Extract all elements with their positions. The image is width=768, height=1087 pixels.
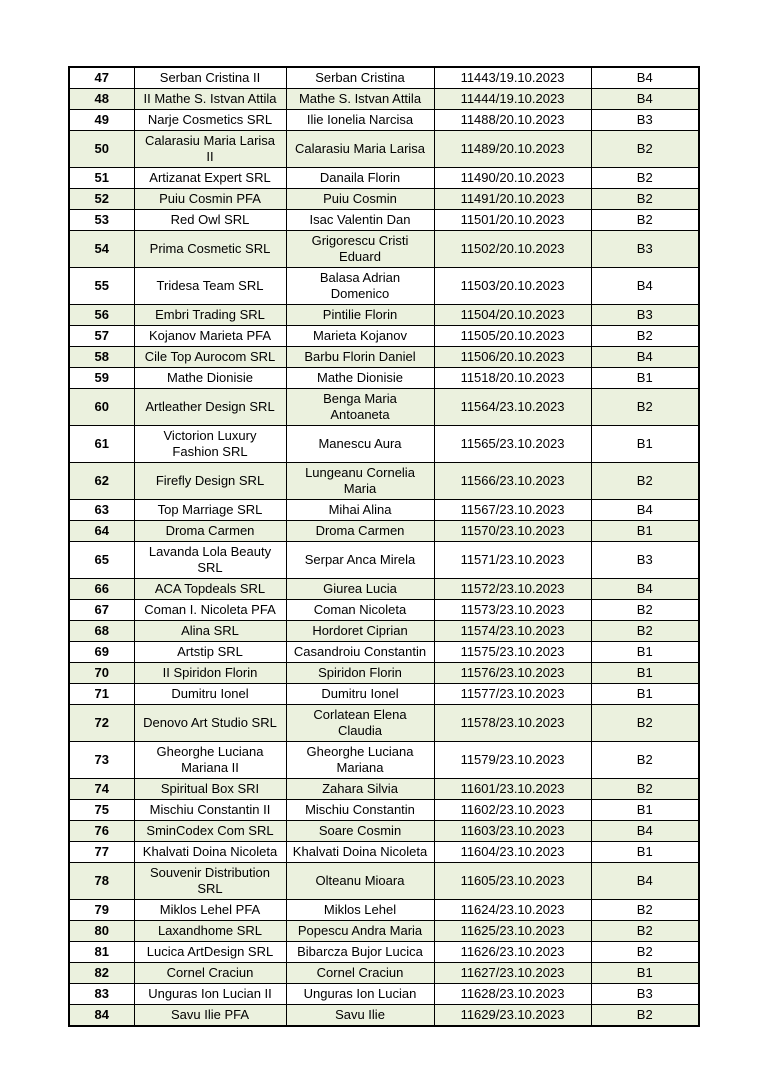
cell-registration-number: 11574/23.10.2023 (434, 621, 591, 642)
cell-registration-number: 11491/20.10.2023 (434, 189, 591, 210)
cell-person-name: Balasa Adrian Domenico (286, 268, 434, 305)
cell-company-name: Coman I. Nicoleta PFA (134, 600, 286, 621)
cell-company-name: Puiu Cosmin PFA (134, 189, 286, 210)
cell-company-name: Artizanat Expert SRL (134, 168, 286, 189)
cell-row-number: 59 (69, 368, 134, 389)
cell-registration-number: 11444/19.10.2023 (434, 89, 591, 110)
cell-registration-number: 11566/23.10.2023 (434, 463, 591, 500)
table-row (69, 942, 699, 963)
table-row (69, 168, 699, 189)
table-row (69, 1005, 699, 1027)
cell-category-code: B1 (591, 521, 699, 542)
cell-row-number: 67 (69, 600, 134, 621)
cell-registration-number: 11578/23.10.2023 (434, 705, 591, 742)
cell-row-number: 48 (69, 89, 134, 110)
cell-company-name: Mathe Dionisie (134, 368, 286, 389)
cell-category-code: B2 (591, 621, 699, 642)
cell-category-code: B3 (591, 984, 699, 1005)
cell-company-name: Tridesa Team SRL (134, 268, 286, 305)
cell-category-code: B2 (591, 921, 699, 942)
cell-registration-number: 11488/20.10.2023 (434, 110, 591, 131)
cell-registration-number: 11504/20.10.2023 (434, 305, 591, 326)
cell-row-number: 53 (69, 210, 134, 231)
table-row (69, 305, 699, 326)
table-row (69, 67, 699, 89)
cell-company-name: II Mathe S. Istvan Attila (134, 89, 286, 110)
cell-person-name: Dumitru Ionel (286, 684, 434, 705)
table-row (69, 110, 699, 131)
cell-category-code: B2 (591, 705, 699, 742)
cell-row-number: 49 (69, 110, 134, 131)
cell-registration-number: 11625/23.10.2023 (434, 921, 591, 942)
cell-person-name: Unguras Ion Lucian (286, 984, 434, 1005)
cell-category-code: B2 (591, 742, 699, 779)
cell-category-code: B1 (591, 684, 699, 705)
cell-row-number: 80 (69, 921, 134, 942)
cell-company-name: Laxandhome SRL (134, 921, 286, 942)
table-row (69, 963, 699, 984)
cell-category-code: B4 (591, 268, 699, 305)
cell-row-number: 65 (69, 542, 134, 579)
cell-person-name: Mihai Alina (286, 500, 434, 521)
table-row (69, 842, 699, 863)
cell-company-name: Top Marriage SRL (134, 500, 286, 521)
cell-person-name: Pintilie Florin (286, 305, 434, 326)
cell-company-name: Calarasiu Maria Larisa II (134, 131, 286, 168)
cell-registration-number: 11565/23.10.2023 (434, 426, 591, 463)
table-row (69, 684, 699, 705)
table-row (69, 500, 699, 521)
cell-row-number: 83 (69, 984, 134, 1005)
cell-category-code: B2 (591, 900, 699, 921)
cell-category-code: B1 (591, 800, 699, 821)
cell-row-number: 70 (69, 663, 134, 684)
cell-company-name: Gheorghe Luciana Mariana II (134, 742, 286, 779)
cell-person-name: Zahara Silvia (286, 779, 434, 800)
cell-registration-number: 11605/23.10.2023 (434, 863, 591, 900)
cell-person-name: Gheorghe Luciana Mariana (286, 742, 434, 779)
cell-person-name: Casandroiu Constantin (286, 642, 434, 663)
cell-person-name: Marieta Kojanov (286, 326, 434, 347)
table-row (69, 621, 699, 642)
cell-company-name: Khalvati Doina Nicoleta (134, 842, 286, 863)
table-row (69, 463, 699, 500)
cell-category-code: B3 (591, 305, 699, 326)
cell-company-name: Spiritual Box SRI (134, 779, 286, 800)
cell-row-number: 63 (69, 500, 134, 521)
cell-registration-number: 11503/20.10.2023 (434, 268, 591, 305)
cell-category-code: B2 (591, 168, 699, 189)
cell-company-name: Cornel Craciun (134, 963, 286, 984)
cell-person-name: Manescu Aura (286, 426, 434, 463)
cell-category-code: B4 (591, 579, 699, 600)
table-row (69, 347, 699, 368)
cell-company-name: Serban Cristina II (134, 67, 286, 89)
cell-row-number: 47 (69, 67, 134, 89)
cell-person-name: Miklos Lehel (286, 900, 434, 921)
cell-person-name: Savu Ilie (286, 1005, 434, 1027)
table-row (69, 368, 699, 389)
table-row (69, 642, 699, 663)
cell-registration-number: 11570/23.10.2023 (434, 521, 591, 542)
cell-registration-number: 11567/23.10.2023 (434, 500, 591, 521)
cell-company-name: Prima Cosmetic SRL (134, 231, 286, 268)
cell-company-name: Narje Cosmetics SRL (134, 110, 286, 131)
cell-person-name: Serpar Anca Mirela (286, 542, 434, 579)
cell-registration-number: 11576/23.10.2023 (434, 663, 591, 684)
cell-person-name: Puiu Cosmin (286, 189, 434, 210)
cell-row-number: 84 (69, 1005, 134, 1027)
cell-person-name: Calarasiu Maria Larisa (286, 131, 434, 168)
cell-category-code: B4 (591, 863, 699, 900)
cell-person-name: Khalvati Doina Nicoleta (286, 842, 434, 863)
cell-person-name: Coman Nicoleta (286, 600, 434, 621)
cell-person-name: Soare Cosmin (286, 821, 434, 842)
cell-registration-number: 11443/19.10.2023 (434, 67, 591, 89)
cell-person-name: Mischiu Constantin (286, 800, 434, 821)
cell-company-name: Artstip SRL (134, 642, 286, 663)
cell-company-name: Miklos Lehel PFA (134, 900, 286, 921)
cell-row-number: 81 (69, 942, 134, 963)
cell-registration-number: 11603/23.10.2023 (434, 821, 591, 842)
cell-company-name: Alina SRL (134, 621, 286, 642)
cell-category-code: B4 (591, 347, 699, 368)
cell-company-name: Savu Ilie PFA (134, 1005, 286, 1027)
cell-person-name: Popescu Andra Maria (286, 921, 434, 942)
cell-category-code: B2 (591, 600, 699, 621)
cell-registration-number: 11579/23.10.2023 (434, 742, 591, 779)
cell-category-code: B1 (591, 642, 699, 663)
table-row (69, 663, 699, 684)
cell-company-name: Lavanda Lola Beauty SRL (134, 542, 286, 579)
table-row (69, 742, 699, 779)
cell-person-name: Benga Maria Antoaneta (286, 389, 434, 426)
cell-person-name: Serban Cristina (286, 67, 434, 89)
cell-registration-number: 11502/20.10.2023 (434, 231, 591, 268)
cell-category-code: B2 (591, 942, 699, 963)
cell-person-name: Ilie Ionelia Narcisa (286, 110, 434, 131)
cell-row-number: 62 (69, 463, 134, 500)
cell-category-code: B3 (591, 231, 699, 268)
cell-row-number: 73 (69, 742, 134, 779)
cell-row-number: 79 (69, 900, 134, 921)
cell-company-name: ACA Topdeals SRL (134, 579, 286, 600)
cell-person-name: Giurea Lucia (286, 579, 434, 600)
table-row (69, 542, 699, 579)
cell-registration-number: 11629/23.10.2023 (434, 1005, 591, 1027)
table-row (69, 426, 699, 463)
table-row (69, 863, 699, 900)
cell-row-number: 71 (69, 684, 134, 705)
cell-registration-number: 11604/23.10.2023 (434, 842, 591, 863)
cell-company-name: II Spiridon Florin (134, 663, 286, 684)
cell-row-number: 56 (69, 305, 134, 326)
cell-category-code: B3 (591, 110, 699, 131)
cell-category-code: B2 (591, 326, 699, 347)
cell-row-number: 55 (69, 268, 134, 305)
cell-person-name: Barbu Florin Daniel (286, 347, 434, 368)
table-row (69, 779, 699, 800)
cell-row-number: 58 (69, 347, 134, 368)
table-row (69, 389, 699, 426)
cell-company-name: Kojanov Marieta PFA (134, 326, 286, 347)
cell-registration-number: 11490/20.10.2023 (434, 168, 591, 189)
cell-row-number: 82 (69, 963, 134, 984)
cell-category-code: B2 (591, 463, 699, 500)
table-row (69, 921, 699, 942)
table-body (69, 67, 699, 1026)
cell-row-number: 77 (69, 842, 134, 863)
table-row (69, 600, 699, 621)
cell-registration-number: 11624/23.10.2023 (434, 900, 591, 921)
cell-person-name: Mathe S. Istvan Attila (286, 89, 434, 110)
cell-row-number: 51 (69, 168, 134, 189)
table-row (69, 231, 699, 268)
cell-registration-number: 11575/23.10.2023 (434, 642, 591, 663)
cell-registration-number: 11571/23.10.2023 (434, 542, 591, 579)
cell-category-code: B2 (591, 1005, 699, 1027)
cell-person-name: Hordoret Ciprian (286, 621, 434, 642)
cell-registration-number: 11501/20.10.2023 (434, 210, 591, 231)
table-row (69, 521, 699, 542)
cell-row-number: 78 (69, 863, 134, 900)
cell-category-code: B2 (591, 210, 699, 231)
cell-category-code: B2 (591, 779, 699, 800)
cell-person-name: Olteanu Mioara (286, 863, 434, 900)
cell-row-number: 52 (69, 189, 134, 210)
registry-table (68, 66, 700, 1027)
cell-registration-number: 11573/23.10.2023 (434, 600, 591, 621)
table-row (69, 900, 699, 921)
cell-category-code: B1 (591, 663, 699, 684)
cell-row-number: 54 (69, 231, 134, 268)
cell-category-code: B1 (591, 368, 699, 389)
cell-registration-number: 11489/20.10.2023 (434, 131, 591, 168)
cell-category-code: B4 (591, 500, 699, 521)
cell-company-name: Artleather Design SRL (134, 389, 286, 426)
cell-category-code: B4 (591, 89, 699, 110)
cell-row-number: 72 (69, 705, 134, 742)
cell-row-number: 76 (69, 821, 134, 842)
cell-category-code: B1 (591, 842, 699, 863)
cell-row-number: 66 (69, 579, 134, 600)
cell-company-name: Embri Trading SRL (134, 305, 286, 326)
cell-row-number: 69 (69, 642, 134, 663)
cell-registration-number: 11577/23.10.2023 (434, 684, 591, 705)
table-row (69, 89, 699, 110)
cell-company-name: Droma Carmen (134, 521, 286, 542)
cell-company-name: Firefly Design SRL (134, 463, 286, 500)
cell-company-name: Souvenir Distribution SRL (134, 863, 286, 900)
cell-company-name: Dumitru Ionel (134, 684, 286, 705)
cell-person-name: Danaila Florin (286, 168, 434, 189)
cell-company-name: Red Owl SRL (134, 210, 286, 231)
cell-registration-number: 11506/20.10.2023 (434, 347, 591, 368)
table-row (69, 189, 699, 210)
table-row (69, 984, 699, 1005)
cell-registration-number: 11627/23.10.2023 (434, 963, 591, 984)
cell-person-name: Corlatean Elena Claudia (286, 705, 434, 742)
cell-category-code: B3 (591, 542, 699, 579)
cell-registration-number: 11572/23.10.2023 (434, 579, 591, 600)
cell-registration-number: 11505/20.10.2023 (434, 326, 591, 347)
cell-registration-number: 11626/23.10.2023 (434, 942, 591, 963)
cell-row-number: 50 (69, 131, 134, 168)
table-row (69, 131, 699, 168)
table-row (69, 210, 699, 231)
cell-person-name: Lungeanu Cornelia Maria (286, 463, 434, 500)
cell-person-name: Droma Carmen (286, 521, 434, 542)
cell-registration-number: 11564/23.10.2023 (434, 389, 591, 426)
cell-category-code: B1 (591, 426, 699, 463)
table-row (69, 821, 699, 842)
cell-company-name: Unguras Ion Lucian II (134, 984, 286, 1005)
cell-person-name: Isac Valentin Dan (286, 210, 434, 231)
table-row (69, 800, 699, 821)
cell-person-name: Spiridon Florin (286, 663, 434, 684)
cell-category-code: B4 (591, 821, 699, 842)
cell-row-number: 57 (69, 326, 134, 347)
cell-registration-number: 11628/23.10.2023 (434, 984, 591, 1005)
cell-row-number: 64 (69, 521, 134, 542)
cell-registration-number: 11602/23.10.2023 (434, 800, 591, 821)
table-row (69, 579, 699, 600)
cell-row-number: 61 (69, 426, 134, 463)
table-row (69, 705, 699, 742)
cell-category-code: B2 (591, 389, 699, 426)
table-row (69, 326, 699, 347)
cell-person-name: Mathe Dionisie (286, 368, 434, 389)
cell-category-code: B1 (591, 963, 699, 984)
cell-company-name: Mischiu Constantin II (134, 800, 286, 821)
cell-row-number: 60 (69, 389, 134, 426)
cell-company-name: Victorion Luxury Fashion SRL (134, 426, 286, 463)
cell-category-code: B2 (591, 131, 699, 168)
cell-row-number: 68 (69, 621, 134, 642)
cell-person-name: Grigorescu Cristi Eduard (286, 231, 434, 268)
cell-company-name: SminCodex Com SRL (134, 821, 286, 842)
cell-category-code: B4 (591, 67, 699, 89)
cell-company-name: Denovo Art Studio SRL (134, 705, 286, 742)
cell-row-number: 75 (69, 800, 134, 821)
cell-category-code: B2 (591, 189, 699, 210)
cell-registration-number: 11601/23.10.2023 (434, 779, 591, 800)
cell-company-name: Cile Top Aurocom SRL (134, 347, 286, 368)
cell-company-name: Lucica ArtDesign SRL (134, 942, 286, 963)
cell-person-name: Cornel Craciun (286, 963, 434, 984)
table-row (69, 268, 699, 305)
cell-person-name: Bibarcza Bujor Lucica (286, 942, 434, 963)
cell-registration-number: 11518/20.10.2023 (434, 368, 591, 389)
cell-row-number: 74 (69, 779, 134, 800)
